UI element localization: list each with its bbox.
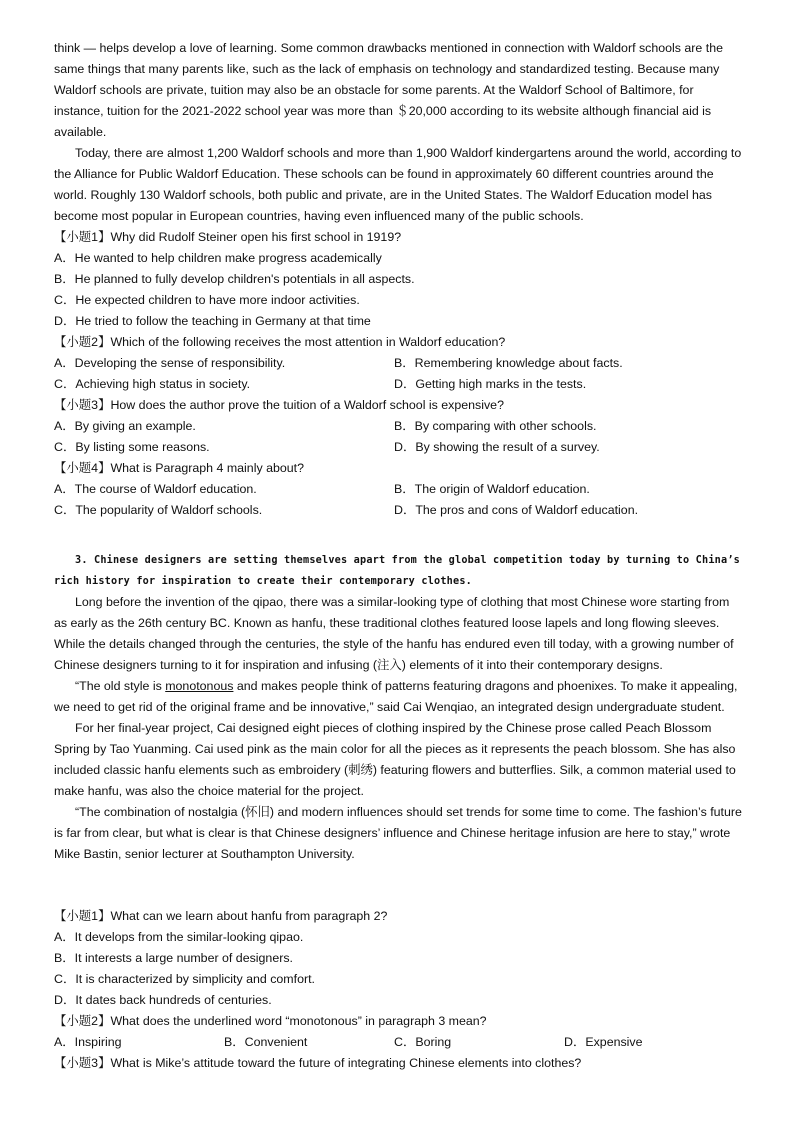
option-d[interactable]: D．By showing the result of a survey. <box>394 440 600 454</box>
option-d[interactable]: D．It dates back hundreds of centuries. <box>54 993 272 1007</box>
option-a[interactable]: A．Developing the sense of responsibility. <box>54 356 286 370</box>
option-b[interactable]: B．By comparing with other schools. <box>394 419 597 433</box>
option-b[interactable]: B．It interests a large number of designers. <box>54 951 293 965</box>
question-stem: 【小题3】How does the author prove the tuition of a Waldorf school is expensive? <box>54 398 504 412</box>
option-d[interactable]: D．The pros and cons of Waldorf education. <box>394 503 639 517</box>
options-row <box>54 374 744 395</box>
option-c[interactable]: C．It is characterized by simplicity and comfort. <box>54 972 315 986</box>
paragraph-drawbacks: think — helps develop a love of learning. Some common drawbacks mentioned in connection with Waldorf schools are the same things that many parents like, such as the lack of emphasis on technology and standardized testing. Because many Waldorf schools are private, tuition may also be an obstacle for some parents. At the Waldorf School of Baltimore, for instance, tuition for the 2021-2022 school year was more than ＄20,000 according to its website although financial aid is available. <box>54 41 723 139</box>
option-d[interactable]: D．He tried to follow the teaching in Germany at that time <box>54 314 371 328</box>
question-set-2 <box>54 227 744 521</box>
option-c[interactable]: C．The popularity of Waldorf schools. <box>54 503 263 517</box>
paragraph-cai-project: For her final-year project, Cai designed eight pieces of clothing inspired by the Chinese prose called Peach Blossom Spring by Tao Yuanming. Cai used pink as the main color for all the pieces as it represents the peach blossom. She has also included classic hanfu elements such as embroidery (刺绣) featuring flowers and butterflies. Silk, a common material used to make hanfu, was also the choice material for the project. <box>54 721 736 798</box>
paragraph-hanfu-history: Long before the invention of the qipao, there was a similar-looking type of clothing that most Chinese wore starting from as early as the 26th century BC. Known as hanfu, these traditional clothes featured loose lapels and long flowing sleeves. While the details changed through the centuries, the style of the hanfu has endured even till today, with a growing number of Chinese designers turning to it for inspiration and infusing (注入) elements of it into their contemporary designs. <box>54 595 734 672</box>
question-stem: 【小题2】What does the underlined word “monotonous” in paragraph 3 mean? <box>54 1014 487 1028</box>
quote-start: “The old style is <box>75 679 166 693</box>
option-b[interactable]: B．Convenient <box>224 1035 308 1049</box>
quote-rest: and makes people think of patterns featuring dragons and phoenixes. To make it appealing, we need to get rid of the original frame and be innovative,” said Cai Wenqiao, an integrated design undergraduate student. <box>54 679 738 714</box>
question-set-3 <box>54 906 744 1074</box>
passage-3 <box>54 550 744 865</box>
option-c[interactable]: C．Achieving high status in society. <box>54 377 251 391</box>
option-a[interactable]: A．Inspiring <box>54 1035 122 1049</box>
options-row <box>54 353 744 374</box>
question-stem: 【小题3】What is Mike’s attitude toward the future of integrating Chinese elements into clothes? <box>54 1056 582 1070</box>
option-a[interactable]: A．He wanted to help children make progress academically <box>54 251 382 265</box>
underlined-word: monotonous <box>165 679 234 693</box>
option-a[interactable]: A．The course of Waldorf education. <box>54 482 257 496</box>
option-c[interactable]: C．Boring <box>394 1035 452 1049</box>
option-c[interactable]: C．He expected children to have more indoor activities. <box>54 293 360 307</box>
option-c[interactable]: C．By listing some reasons. <box>54 440 210 454</box>
option-b[interactable]: B．Remembering knowledge about facts. <box>394 356 623 370</box>
paragraph-today: Today, there are almost 1,200 Waldorf schools and more than 1,900 Waldorf kindergartens around the world, according to the Alliance for Public Waldorf Education. These schools can be found in approximately 60 different countries around the world. Roughly 130 Waldorf schools, both public and private, are in the United States. The Waldorf Education model has become most popular in European countries, having even influenced many of the public schools. <box>54 146 742 223</box>
question-stem: 【小题1】Why did Rudolf Steiner open his first school in 1919? <box>54 230 402 244</box>
options-row <box>54 500 744 521</box>
paragraph-mike-bastin: “The combination of nostalgia (怀旧) and modern influences should set trends for some time to come. The fashion’s future is far from clear, but what is clear is that Chinese designers’ influence and Chinese heritage infusion are here to stay,” wrote Mike Bastin, senior lecturer at Southampton University. <box>54 805 742 861</box>
option-d[interactable]: D．Getting high marks in the tests. <box>394 377 587 391</box>
options-row <box>54 479 744 500</box>
options-row <box>54 1032 744 1053</box>
option-a[interactable]: A．By giving an example. <box>54 419 196 433</box>
option-d[interactable]: D．Expensive <box>564 1035 643 1049</box>
option-b[interactable]: B．The origin of Waldorf education. <box>394 482 590 496</box>
option-a[interactable]: A．It develops from the similar-looking qipao. <box>54 930 304 944</box>
question-stem: 【小题4】What is Paragraph 4 mainly about? <box>54 461 304 475</box>
options-row <box>54 416 744 437</box>
passage-2-end <box>54 38 744 227</box>
paragraph-cai-quote <box>54 676 744 718</box>
question-stem: 【小题2】Which of the following receives the most attention in Waldorf education? <box>54 335 506 349</box>
options-row <box>54 437 744 458</box>
option-b[interactable]: B．He planned to fully develop children's potentials in all aspects. <box>54 272 415 286</box>
question-stem: 【小题1】What can we learn about hanfu from paragraph 2? <box>54 909 388 923</box>
passage-3-intro: 3. Chinese designers are setting themselves apart from the global competition today by turning to China’s rich history for inspiration to create their contemporary clothes. <box>54 555 741 587</box>
